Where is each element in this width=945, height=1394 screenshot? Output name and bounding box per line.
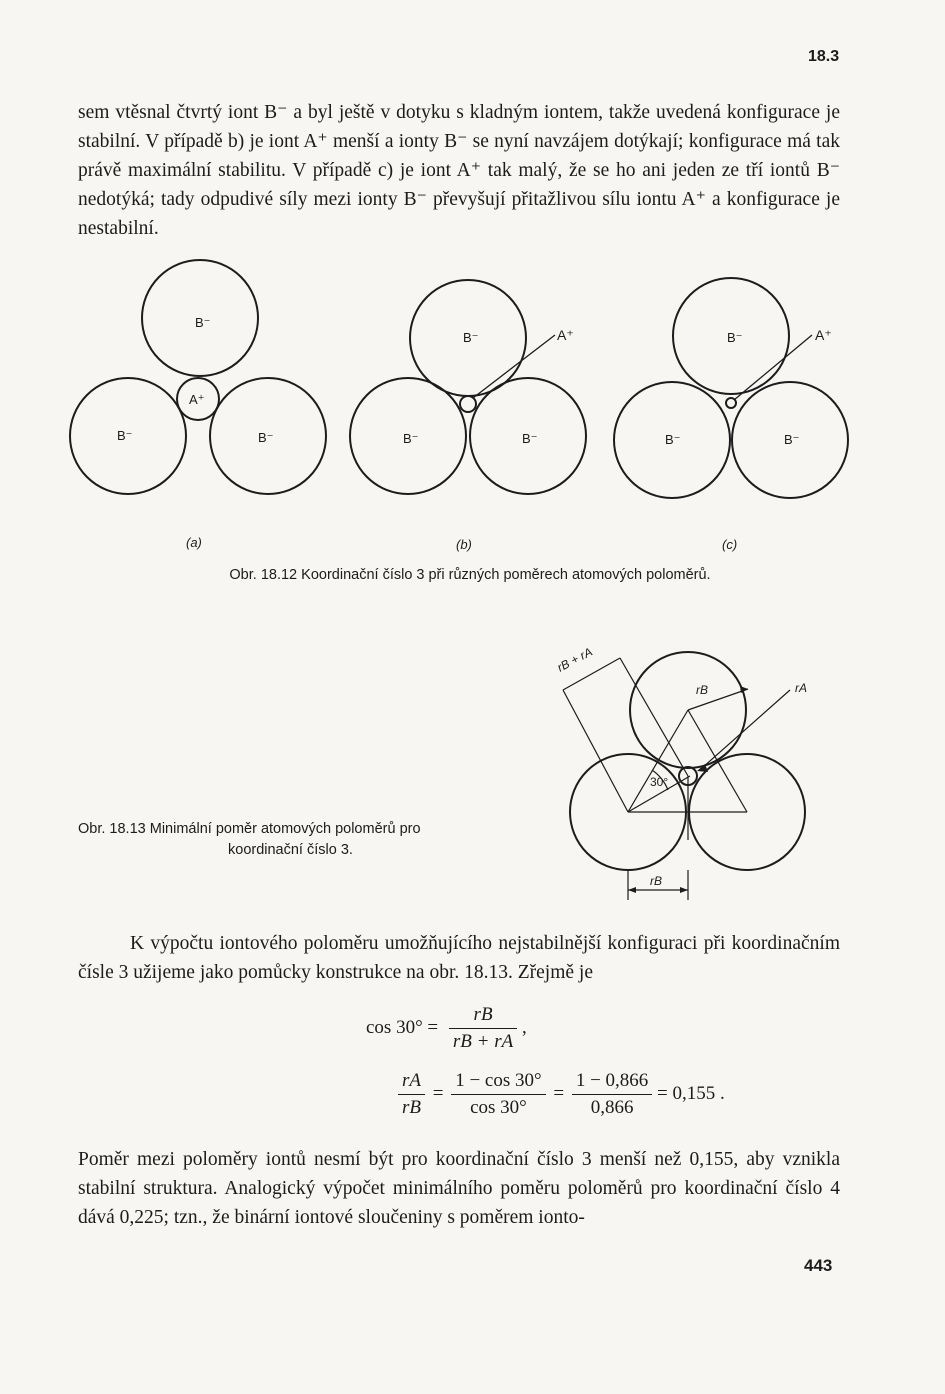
fig-a-label-cation: A⁺ (189, 392, 205, 407)
fig-b-label-left: B⁻ (403, 431, 419, 446)
page-number: 443 (804, 1256, 833, 1275)
paragraph-conclusion-text: Poměr mezi poloměry iontů nesmí být pro koordinační číslo 3 menší než 0,155, aby vznikla stabilní struktura. Analogický výpočet minimálního poměru poloměrů pro koordinační číslo 4 dává 0,225; tzn., že binární iontové sloučeniny s poměrem ionto- (78, 1149, 840, 1228)
fig2-label-rb-ra: rB + rA (554, 644, 595, 675)
fig2-label-rb-bottom: rB (650, 874, 662, 888)
paragraph-calculation-text: K výpočtu iontového poloměru umožňujícího nejstabilnější konfiguraci při koordinačním čísle 3 užijeme jako pomůcky konstrukce na obr. 18.13. Zřejmě je (78, 933, 840, 983)
eq1-denominator: rB + rA (452, 1031, 514, 1052)
equation-ratio: $\frac{rA}{rB}$ = $\frac{1 - \cos 30^\circ}{\cos 30^\circ}$ = $\frac{1 - 0,866}{0,866}$ = 0,155 . (398, 1070, 725, 1119)
eq2-f2-denominator: 0,866 (590, 1097, 634, 1118)
eq2-lhs-numerator: rA (398, 1070, 425, 1095)
fig-c-label-top: B⁻ (727, 330, 743, 345)
paragraph-intro-text: sem vtěsnal čtvrtý iont B⁻ a byl ještě v dotyku s kladným iontem, takže uvedená konfigurace je stabilní. V případě b) je iont A⁺ menší a ionty B⁻ se nyní navzájem dotýkají; konfigurace má tak právě maximální stabilitu. V případě c) je iont A⁺ tak malý, že se ho ani jeden ze tří iontů B⁻ nedotýká; tady odpudivé síly mezi ionty B⁻ převyšují přitažlivou sílu iontu A⁺ a konfigurace je nestabilní. (78, 102, 840, 239)
eq2-fraction2 (572, 1070, 652, 1119)
paragraph-calculation (78, 929, 840, 987)
fig-b-label-cation: A⁺ (557, 327, 574, 343)
panel-label-c: (c) (722, 537, 738, 552)
fig-c-label-cation: A⁺ (815, 327, 832, 343)
fig2-arrow-left (628, 887, 636, 893)
panel-label-b: (b) (456, 537, 472, 552)
eq2-result: = 0,155 . (657, 1082, 725, 1104)
eq2-fraction1 (451, 1070, 545, 1119)
eq2-f2-numerator: 1 − 0,866 (572, 1070, 652, 1095)
eq2-lhs-denominator: rB (402, 1097, 421, 1118)
fig-b-label-top: B⁻ (463, 330, 479, 345)
panel-label-a: (a) (186, 535, 202, 550)
paragraph-conclusion (78, 1145, 840, 1232)
fig2-line-top-right (688, 710, 747, 812)
eq2-lhs-fraction (398, 1070, 425, 1119)
fig-a-label-top: B⁻ (195, 315, 211, 330)
eq2-f1-numerator: 1 − cos 30° (451, 1070, 545, 1095)
fig-b-label-right: B⁻ (522, 431, 538, 446)
fig2-label-rb: rB (696, 683, 708, 697)
eq1-comma: , (521, 1016, 527, 1038)
fig-a-label-right: B⁻ (258, 430, 274, 445)
eq1-lhs: cos 30° = (366, 1016, 439, 1038)
fig2-label-angle: 30° (650, 775, 669, 789)
fig2-label-ra: rA (795, 681, 807, 695)
eq1-numerator: rB (449, 1004, 517, 1029)
fig-a-label-left: B⁻ (117, 428, 133, 443)
section-number: 18.3 (808, 48, 840, 65)
fig-c-label-left: B⁻ (665, 432, 681, 447)
fig2-arrow-right (680, 887, 688, 893)
eq1-fraction (449, 1004, 517, 1053)
equation-cos30 (366, 1004, 527, 1053)
fig-c-label-right: B⁻ (784, 432, 800, 447)
eq2-f1-denominator: cos 30° (470, 1097, 527, 1118)
figure-18-13-caption-line1: Obr. 18.13 Minimální poměr atomových poloměrů pro (78, 821, 421, 837)
figure-18-13-caption (78, 819, 518, 861)
figure-18-12-caption: Obr. 18.12 Koordinační číslo 3 při různých poměrech atomových poloměrů. (229, 567, 711, 583)
figure-18-13-caption-line2: koordinační číslo 3. (228, 842, 353, 858)
